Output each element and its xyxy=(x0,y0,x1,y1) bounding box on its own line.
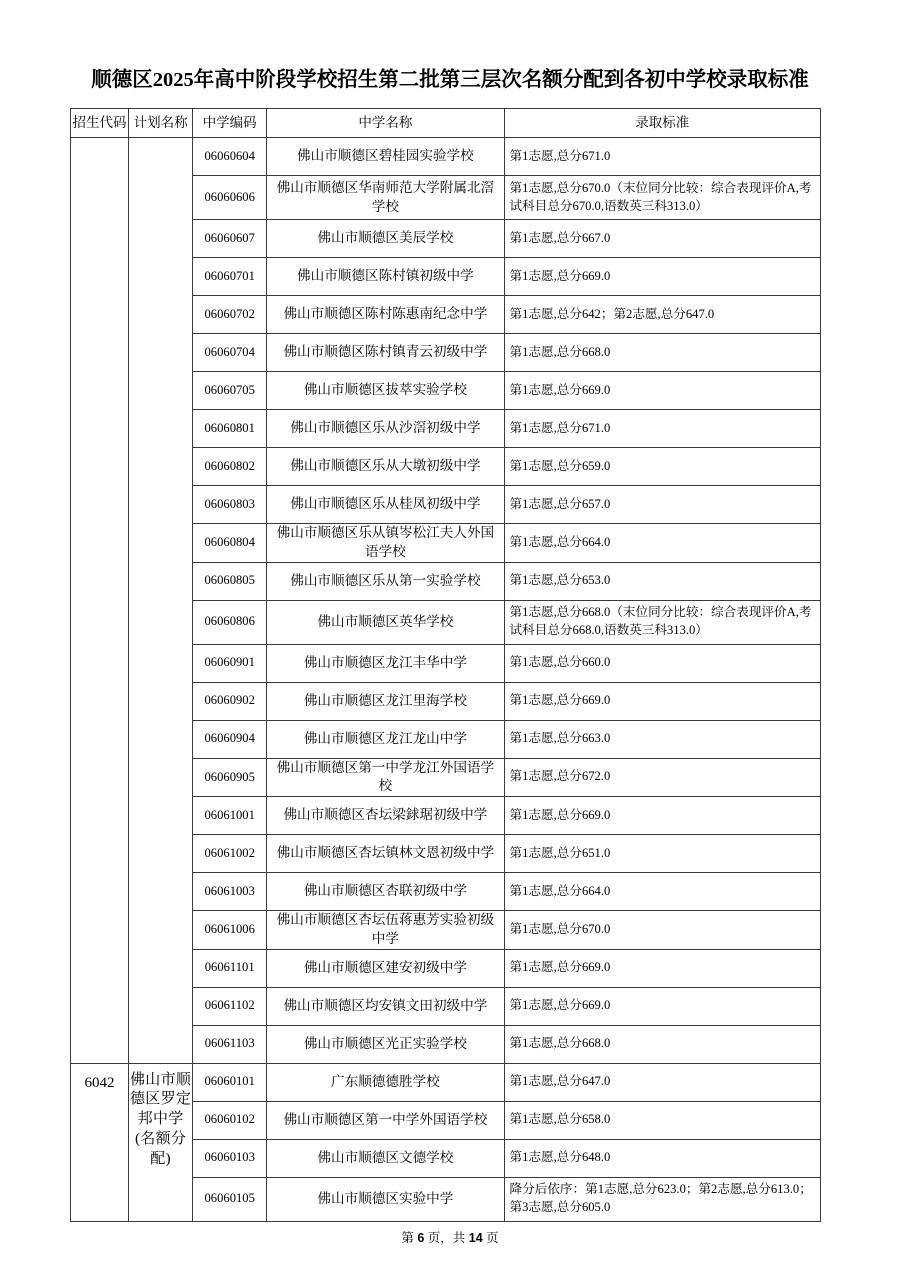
cell-school-code: 06061006 xyxy=(193,911,267,950)
cell-school-code: 06060604 xyxy=(193,138,267,176)
header-admission-standard: 录取标准 xyxy=(504,109,820,138)
cell-school-code: 06061101 xyxy=(193,949,267,987)
cell-admission-standard: 第1志愿,总分642；第2志愿,总分647.0 xyxy=(504,296,820,334)
cell-school-name: 佛山市顺德区实验中学 xyxy=(267,1177,504,1221)
table-row xyxy=(71,138,821,176)
cell-school-name: 佛山市顺德区陈村镇初级中学 xyxy=(267,258,504,296)
cell-admission-standard: 第1志愿,总分671.0 xyxy=(504,138,820,176)
cell-school-name: 佛山市顺德区乐从桂凤初级中学 xyxy=(267,486,504,524)
footer-suffix: 页 xyxy=(486,1231,499,1245)
cell-school-name: 佛山市顺德区第一中学龙江外国语学校 xyxy=(267,758,504,797)
cell-school-name: 佛山市顺德区杏坛梁銶琚初级中学 xyxy=(267,797,504,835)
cell-school-name: 佛山市顺德区乐从大墩初级中学 xyxy=(267,448,504,486)
cell-school-name: 佛山市顺德区乐从镇岑松江夫人外国语学校 xyxy=(267,524,504,563)
cell-school-name: 佛山市顺德区龙江里海学校 xyxy=(267,682,504,720)
cell-school-code: 06060102 xyxy=(193,1101,267,1139)
cell-admission-standard: 第1志愿,总分669.0 xyxy=(504,682,820,720)
cell-school-name: 佛山市顺德区光正实验学校 xyxy=(267,1025,504,1063)
cell-admission-standard: 第1志愿,总分669.0 xyxy=(504,949,820,987)
cell-school-name: 佛山市顺德区陈村镇青云初级中学 xyxy=(267,334,504,372)
cell-admission-standard: 第1志愿,总分669.0 xyxy=(504,797,820,835)
cell-school-code: 06061102 xyxy=(193,987,267,1025)
cell-school-code: 06061001 xyxy=(193,797,267,835)
table-body xyxy=(71,138,821,1222)
cell-school-code: 06060704 xyxy=(193,334,267,372)
cell-school-code: 06060103 xyxy=(193,1139,267,1177)
cell-school-name: 广东顺德德胜学校 xyxy=(267,1063,504,1101)
cell-admission-standard: 第1志愿,总分671.0 xyxy=(504,410,820,448)
cell-school-code: 06060805 xyxy=(193,562,267,600)
cell-school-code: 06060803 xyxy=(193,486,267,524)
cell-school-name: 佛山市顺德区杏坛伍蒋惠芳实验初级中学 xyxy=(267,911,504,950)
cell-school-code: 06060607 xyxy=(193,220,267,258)
cell-school-name: 佛山市顺德区陈村陈惠南纪念中学 xyxy=(267,296,504,334)
cell-admission-standard: 第1志愿,总分647.0 xyxy=(504,1063,820,1101)
cell-admission-standard: 第1志愿,总分653.0 xyxy=(504,562,820,600)
footer-middle: 页，共 xyxy=(427,1231,466,1245)
cell-school-name: 佛山市顺德区美辰学校 xyxy=(267,220,504,258)
cell-admission-standard: 第1志愿,总分648.0 xyxy=(504,1139,820,1177)
cell-admission-standard: 第1志愿,总分668.0（末位同分比较：综合表现评价A,考试科目总分668.0,语数英三科313.0） xyxy=(504,600,820,644)
header-admission-code: 招生代码 xyxy=(71,109,129,138)
cell-admission-standard: 第1志愿,总分657.0 xyxy=(504,486,820,524)
header-school-code: 中学编码 xyxy=(193,109,267,138)
cell-school-name: 佛山市顺德区龙江丰华中学 xyxy=(267,644,504,682)
cell-school-name: 佛山市顺德区龙江龙山中学 xyxy=(267,720,504,758)
cell-admission-standard: 第1志愿,总分669.0 xyxy=(504,258,820,296)
cell-school-name: 佛山市顺德区杏联初级中学 xyxy=(267,873,504,911)
cell-school-name: 佛山市顺德区文德学校 xyxy=(267,1139,504,1177)
cell-admission-standard: 第1志愿,总分670.0（末位同分比较：综合表现评价A,考试科目总分670.0,语数英三科313.0） xyxy=(504,176,820,220)
cell-school-name: 佛山市顺德区均安镇文田初级中学 xyxy=(267,987,504,1025)
cell-school-code: 06060905 xyxy=(193,758,267,797)
footer-current-page: 6 xyxy=(417,1231,425,1245)
cell-school-code: 06060606 xyxy=(193,176,267,220)
cell-school-name: 佛山市顺德区第一中学外国语学校 xyxy=(267,1101,504,1139)
footer-prefix: 第 xyxy=(401,1231,414,1245)
cell-school-code: 06060801 xyxy=(193,410,267,448)
cell-admission-standard: 第1志愿,总分672.0 xyxy=(504,758,820,797)
cell-admission-standard: 第1志愿,总分664.0 xyxy=(504,524,820,563)
cell-school-code: 06060101 xyxy=(193,1063,267,1101)
header-plan-name: 计划名称 xyxy=(129,109,193,138)
cell-admission-standard: 第1志愿,总分664.0 xyxy=(504,873,820,911)
cell-school-code: 06061003 xyxy=(193,873,267,911)
cell-admission-standard: 第1志愿,总分669.0 xyxy=(504,372,820,410)
cell-school-code: 06061002 xyxy=(193,835,267,873)
cell-school-name: 佛山市顺德区华南师范大学附属北滘学校 xyxy=(267,176,504,220)
header-school-name: 中学名称 xyxy=(267,109,504,138)
cell-school-code: 06060705 xyxy=(193,372,267,410)
cell-school-name: 佛山市顺德区乐从第一实验学校 xyxy=(267,562,504,600)
cell-school-code: 06060105 xyxy=(193,1177,267,1221)
cell-school-name: 佛山市顺德区乐从沙滘初级中学 xyxy=(267,410,504,448)
cell-admission-standard: 第1志愿,总分669.0 xyxy=(504,987,820,1025)
cell-school-code: 06060804 xyxy=(193,524,267,563)
cell-school-code: 06060904 xyxy=(193,720,267,758)
cell-school-code: 06060701 xyxy=(193,258,267,296)
cell-plan-name xyxy=(129,138,193,1064)
cell-admission-standard: 第1志愿,总分667.0 xyxy=(504,220,820,258)
header-row xyxy=(71,109,821,138)
cell-admission-standard: 降分后依序：第1志愿,总分623.0；第2志愿,总分613.0；第3志愿,总分605.0 xyxy=(504,1177,820,1221)
cell-school-name: 佛山市顺德区英华学校 xyxy=(267,600,504,644)
cell-admission-standard: 第1志愿,总分670.0 xyxy=(504,911,820,950)
cell-admission-code xyxy=(71,138,129,1064)
cell-school-code: 06060702 xyxy=(193,296,267,334)
cell-school-code: 06060806 xyxy=(193,600,267,644)
page-footer xyxy=(0,1228,900,1246)
cell-school-name: 佛山市顺德区拔萃实验学校 xyxy=(267,372,504,410)
cell-plan-name: 佛山市顺德区罗定邦中学(名额分配) xyxy=(129,1063,193,1221)
cell-admission-standard: 第1志愿,总分668.0 xyxy=(504,334,820,372)
cell-admission-standard: 第1志愿,总分658.0 xyxy=(504,1101,820,1139)
cell-admission-code: 6042 xyxy=(71,1063,129,1221)
cell-school-code: 06061103 xyxy=(193,1025,267,1063)
cell-admission-standard: 第1志愿,总分660.0 xyxy=(504,644,820,682)
table-header xyxy=(71,109,821,138)
cell-school-name: 佛山市顺德区碧桂园实验学校 xyxy=(267,138,504,176)
page-title: 顺德区2025年高中阶段学校招生第二批第三层次名额分配到各初中学校录取标准 xyxy=(91,69,809,91)
cell-admission-standard: 第1志愿,总分668.0 xyxy=(504,1025,820,1063)
table-row xyxy=(71,1063,821,1101)
admission-standards-table xyxy=(70,108,821,1222)
cell-admission-standard: 第1志愿,总分651.0 xyxy=(504,835,820,873)
cell-school-name: 佛山市顺德区杏坛镇林文恩初级中学 xyxy=(267,835,504,873)
cell-school-name: 佛山市顺德区建安初级中学 xyxy=(267,949,504,987)
cell-school-code: 06060901 xyxy=(193,644,267,682)
footer-total-pages: 14 xyxy=(468,1231,483,1245)
cell-admission-standard: 第1志愿,总分659.0 xyxy=(504,448,820,486)
cell-school-code: 06060902 xyxy=(193,682,267,720)
cell-school-code: 06060802 xyxy=(193,448,267,486)
cell-admission-standard: 第1志愿,总分663.0 xyxy=(504,720,820,758)
